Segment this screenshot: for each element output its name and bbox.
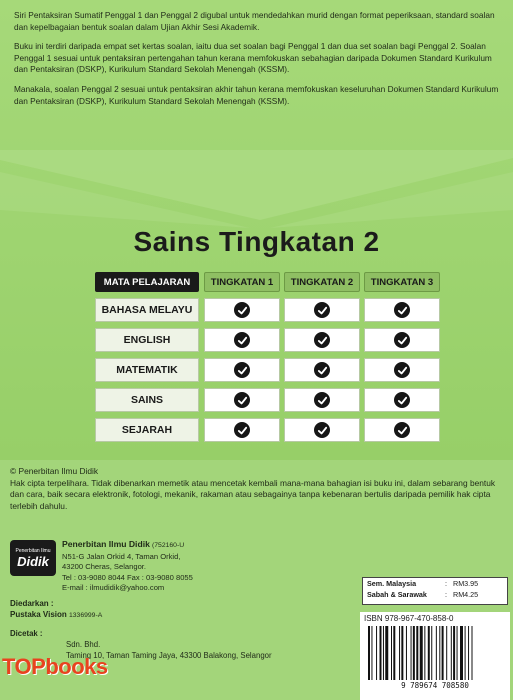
publisher-block: [62, 539, 312, 594]
check-circle-icon: [314, 332, 330, 348]
distributor-reg: 1336999-A: [69, 612, 103, 619]
check-cell: [364, 298, 440, 322]
check-cell: [204, 418, 280, 442]
price-box: [362, 577, 508, 605]
price-row: Sabah & Sarawak : RM4.25: [367, 590, 479, 599]
check-circle-icon: [394, 332, 410, 348]
check-cell: [284, 298, 360, 322]
check-cell: [364, 358, 440, 382]
check-circle-icon: [394, 392, 410, 408]
check-circle-icon: [394, 422, 410, 438]
distributor-block: [10, 598, 310, 621]
series-title: Sains Tingkatan 2: [133, 226, 380, 257]
check-cell: [284, 328, 360, 352]
watermark-logo: TOPbooks: [2, 654, 108, 679]
check-cell: [364, 418, 440, 442]
price-region: Sabah & Sarawak: [367, 590, 427, 599]
check-circle-icon: [234, 422, 250, 438]
check-circle-icon: [314, 392, 330, 408]
check-cell: [204, 298, 280, 322]
subject-matematik: MATEMATIK: [95, 358, 199, 382]
distributor-label: Diedarkan :: [10, 599, 54, 608]
publisher-email: E-mail : ilmudidik@yahoo.com: [62, 583, 165, 593]
barcode: [366, 626, 504, 680]
check-cell: [364, 388, 440, 412]
copyright-owner: © Penerbitan Ilmu Didik: [10, 466, 99, 476]
publisher-name: Penerbitan Ilmu Didik: [62, 539, 150, 549]
subject-sejarah: SEJARAH: [95, 418, 199, 442]
publisher-reg: (752160-U: [152, 542, 185, 549]
level-header-2: TINGKATAN 2: [284, 272, 360, 292]
intro-text: [14, 10, 502, 115]
price-row: Sem. Malaysia : RM3.95: [367, 579, 479, 588]
distributor-name: Pustaka Vision: [10, 610, 67, 619]
decorative-rays: [0, 150, 513, 230]
copyright-text: Hak cipta terpelihara. Tidak dibenarkan memetik atau mencetak kembali mana-mana bahagian isi buku ini, dalam sebarang bentuk dan cara, baik secara elektronik, fotologi, mekanik, rakaman atau sebagainya tanpa kebenaran bertulis daripada pemilik hak cipta terlebih dahulu.: [10, 477, 496, 511]
check-circle-icon: [234, 362, 250, 378]
isbn-text: ISBN 978-967-470-858-0: [364, 614, 454, 623]
price-amount: RM3.95: [453, 579, 479, 588]
check-cell: [204, 358, 280, 382]
check-circle-icon: [394, 302, 410, 318]
check-circle-icon: [314, 422, 330, 438]
check-circle-icon: [234, 332, 250, 348]
subject-sains: SAINS: [95, 388, 199, 412]
check-cell: [364, 328, 440, 352]
check-cell: [284, 418, 360, 442]
publisher-logo: [10, 540, 56, 576]
price-region: Sem. Malaysia: [367, 579, 417, 588]
publisher-address-1: N51-G Jalan Orkid 4, Taman Orkid,: [62, 551, 181, 561]
intro-paragraph-2: Buku ini terdiri daripada empat set kertas soalan, iaitu dua set soalan bagi Penggal 1 dan dua set soalan bagi Penggal 2. Soalan Penggal 1 sesuai untuk pentaksiran pertengahan tahun kerana memfokuskan sebahagian daripada Dokumen Standard Kurikulum dan Pentaksiran (DSKP), Kurikulum Standard Sekolah Menengah (KSSM).: [14, 41, 492, 75]
barcode-number: 9 789674 708580: [401, 681, 469, 690]
check-cell: [284, 358, 360, 382]
check-cell: [284, 388, 360, 412]
level-header-1: TINGKATAN 1: [204, 272, 280, 292]
publisher-phone: Tel : 03-9080 8044 Fax : 03-9080 8055: [62, 572, 193, 582]
check-circle-icon: [314, 302, 330, 318]
level-header-3: TINGKATAN 3: [364, 272, 440, 292]
publisher-address-2: 43200 Cheras, Selangor.: [62, 562, 147, 572]
subject-bahasa-melayu: BAHASA MELAYU: [95, 298, 199, 322]
intro-paragraph-3: Manakala, soalan Penggal 2 sesuai untuk pentaksiran akhir tahun kerana memfokuskan keseluruhan Dokumen Standard Kurikulum dan Pentaksiran (DSKP), Kurikulum Standard Sekolah Menengah (KSSM).: [14, 83, 499, 106]
check-circle-icon: [394, 362, 410, 378]
printer-line-2: Taming 10, Taman Taming Jaya, 43300 Balakong, Selangor: [66, 651, 272, 660]
printer-line-1: Sdn. Bhd.: [66, 640, 101, 649]
check-circle-icon: [234, 392, 250, 408]
price-amount: RM4.25: [453, 590, 479, 599]
logo-big-text: Didik: [17, 553, 49, 569]
subject-english: ENGLISH: [95, 328, 199, 352]
check-circle-icon: [314, 362, 330, 378]
check-cell: [204, 328, 280, 352]
check-cell: [204, 388, 280, 412]
intro-paragraph-1: Siri Pentaksiran Sumatif Penggal 1 dan Penggal 2 digubal untuk mendedahkan murid dengan format peperiksaan, standard soalan dan kepelbagaian bentuk soalan dalam Ujian Akhir Sesi Akademik.: [14, 10, 495, 32]
check-circle-icon: [234, 302, 250, 318]
series-table: [95, 272, 440, 448]
copyright-block: [10, 466, 506, 512]
logo-small-text: Penerbitan Ilmu: [15, 547, 51, 554]
subject-header: MATA PELAJARAN: [95, 272, 199, 292]
printer-label: Dicetak :: [10, 629, 43, 638]
